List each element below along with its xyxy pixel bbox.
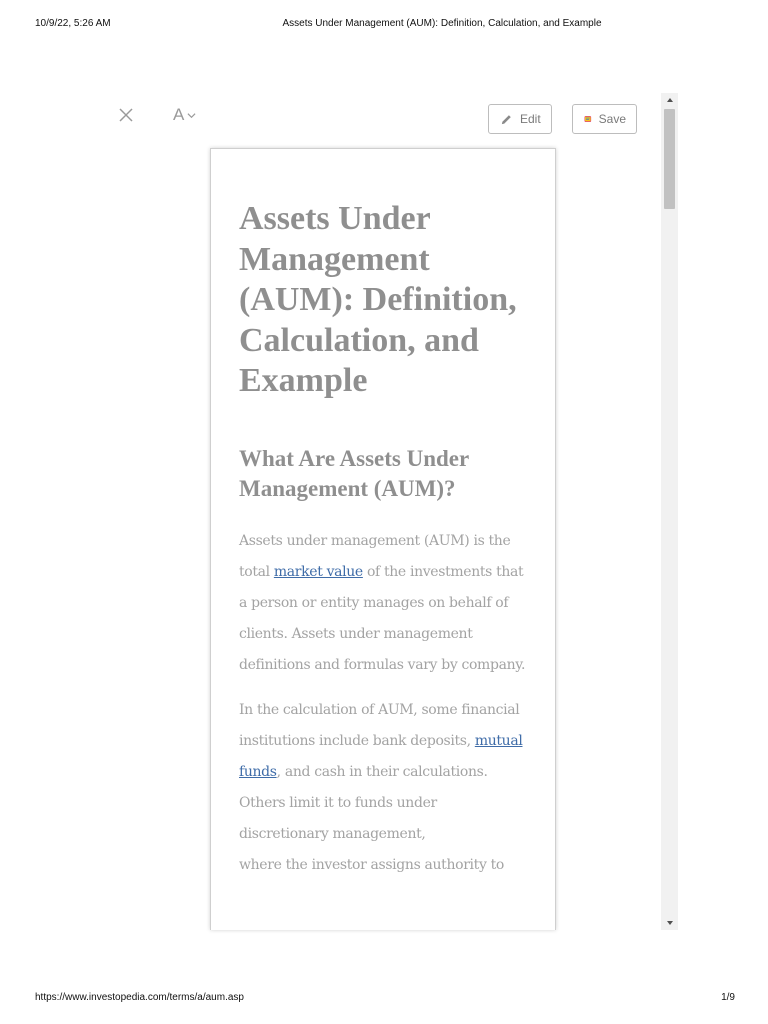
vertical-scrollbar[interactable] <box>661 93 678 930</box>
market-value-link[interactable]: market value <box>273 563 363 580</box>
print-title: Assets Under Management (AUM): Definition, Calculation, and Example <box>282 18 602 29</box>
paragraph-1-text-before: Assets under management (AUM) is the total <box>239 532 511 580</box>
print-date: 10/9/22, 5:26 AM <box>35 18 111 29</box>
paragraph-2-text-before: In the calculation of AUM, some financial institutions include bank deposits, <box>239 701 520 749</box>
print-header <box>0 18 768 32</box>
reader-article-frame <box>210 148 556 930</box>
save-notebook-icon <box>584 112 592 126</box>
paragraph-2-cut-off-text: where the investor assigns authority to <box>239 856 504 873</box>
edit-button[interactable] <box>488 104 552 134</box>
save-button[interactable] <box>572 104 637 134</box>
scrollbar-thumb[interactable] <box>664 109 675 209</box>
scroll-down-button[interactable] <box>661 916 678 930</box>
article-content <box>239 199 529 881</box>
pencil-icon <box>500 113 513 126</box>
close-button[interactable] <box>117 106 135 124</box>
scroll-up-button[interactable] <box>661 93 678 107</box>
mutual-funds-link[interactable]: mutual funds <box>239 732 523 780</box>
article-paragraph-1 <box>239 526 529 681</box>
close-icon <box>117 106 135 124</box>
chevron-down-icon <box>187 111 196 120</box>
article-title: Assets Under Management (AUM): Definition, Calculation, and Example <box>239 200 517 399</box>
article-heading: What Are Assets Under Management (AUM)? <box>239 445 469 501</box>
print-url: https://www.investopedia.com/terms/a/aum.asp <box>35 992 244 1003</box>
triangle-up-icon <box>666 97 674 103</box>
font-label: A <box>173 105 185 124</box>
print-footer <box>0 992 768 1006</box>
save-label: Save <box>598 112 626 126</box>
article-paragraph-2 <box>239 695 529 881</box>
print-page-number: 1/9 <box>721 992 735 1003</box>
paragraph-1-text-after: of the investments that a person or entity manages on behalf of clients. Assets under management definitions and formulas vary by company. <box>239 563 526 673</box>
font-settings-button[interactable] <box>173 104 196 126</box>
edit-label: Edit <box>520 112 541 126</box>
paragraph-2-text-after: , and cash in their calculations. Others limit it to funds under discretionary management, <box>239 763 488 842</box>
triangle-down-icon <box>666 920 674 926</box>
